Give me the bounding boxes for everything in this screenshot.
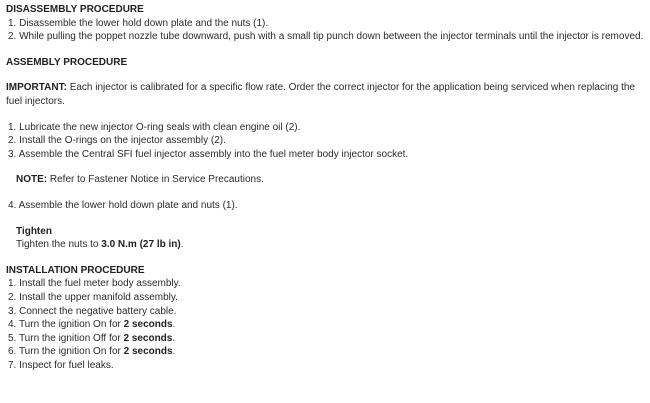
- step-6-suffix: .: [172, 346, 176, 358]
- disassembly-step-2: 2. While pulling the poppet nozzle tube downward, push with a small tip punch down between the injector terminals until the injector is removed.: [8, 31, 644, 43]
- installation-step-4: [6, 318, 646, 332]
- tighten-suffix: .: [180, 239, 184, 251]
- step-5-prefix: 5. Turn the ignition Off for: [8, 332, 124, 344]
- installation-step-2: 2. Install the upper manifold assembly.: [8, 291, 178, 303]
- step-5-duration: 2 seconds: [123, 332, 173, 344]
- disassembly-heading: DISASSEMBLY PROCEDURE: [6, 4, 144, 15]
- assembly-step-4: 4. Assemble the lower hold down plate and nuts (1).: [8, 199, 238, 211]
- installation-step-1: 1. Install the fuel meter body assembly.: [8, 278, 181, 290]
- important-text: Each injector is calibrated for a specific flow rate. Order the correct injector for the application being serviced when replacing the fuel injectors.: [6, 82, 635, 107]
- installation-step-7: 7. Inspect for fuel leaks.: [8, 359, 114, 371]
- note-paragraph: [6, 173, 646, 187]
- step-5-suffix: .: [172, 332, 176, 344]
- tighten-instruction: [6, 238, 646, 252]
- assembly-step-3: 3. Assemble the Central SFI fuel injector assembly into the fuel meter body injector socket.: [8, 148, 409, 160]
- installation-step-5: [6, 332, 646, 346]
- step-4-prefix: 4. Turn the ignition On for: [8, 319, 124, 331]
- installation-heading: INSTALLATION PROCEDURE: [6, 264, 145, 276]
- important-paragraph: [6, 81, 646, 108]
- step-4-duration: 2 seconds: [123, 319, 173, 331]
- installation-step-6: [6, 345, 646, 359]
- tighten-prefix: Tighten the nuts to: [16, 239, 102, 251]
- tighten-heading: Tighten: [16, 225, 52, 237]
- step-4-suffix: .: [172, 319, 176, 331]
- installation-step-3: 3. Connect the negative battery cable.: [8, 305, 177, 317]
- assembly-step-1: 1. Lubricate the new injector O-ring seals with clean engine oil (2).: [8, 121, 301, 133]
- step-6-prefix: 6. Turn the ignition On for: [8, 346, 124, 358]
- procedure-document: [6, 3, 646, 372]
- torque-value: 3.0 N.m (27 lb in): [101, 239, 181, 251]
- important-label: IMPORTANT:: [6, 82, 67, 94]
- disassembly-step-1: 1. Disassemble the lower hold down plate and the nuts (1).: [8, 17, 269, 29]
- note-text: Refer to Fastener Notice in Service Precautions.: [47, 174, 264, 186]
- assembly-step-2: 2. Install the O-rings on the injector assembly (2).: [8, 135, 226, 147]
- note-label: NOTE:: [16, 174, 48, 186]
- assembly-heading: ASSEMBLY PROCEDURE: [6, 56, 128, 68]
- step-6-duration: 2 seconds: [123, 346, 173, 358]
